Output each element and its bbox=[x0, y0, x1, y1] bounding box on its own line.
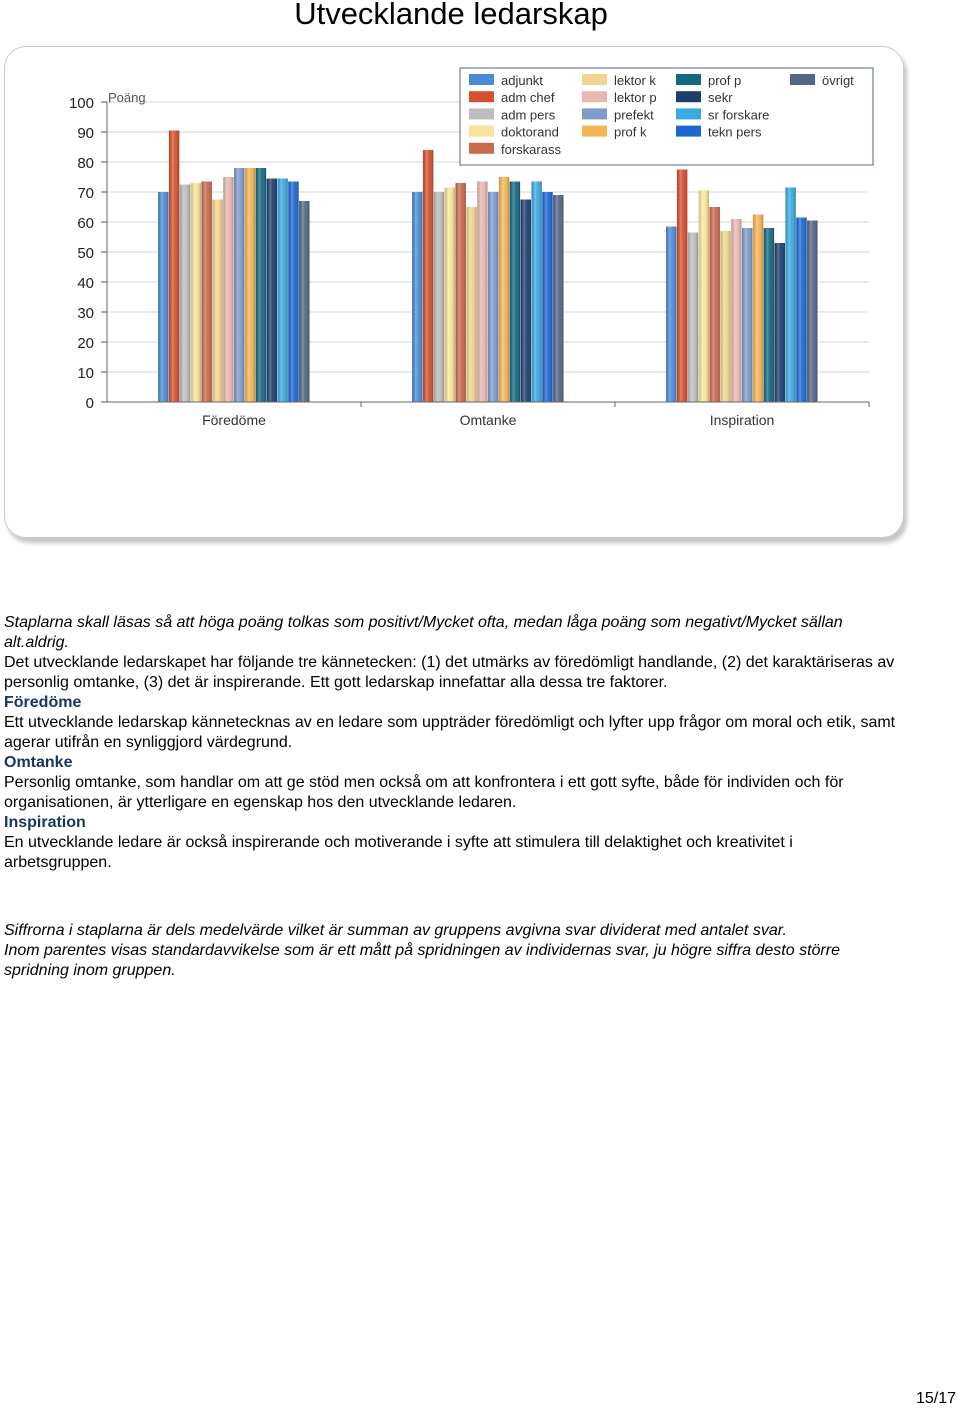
bar-shade bbox=[234, 168, 244, 402]
bar-shade bbox=[521, 200, 531, 403]
reading-instruction: Staplarna skall läsas så att höga poäng tolkas som positivt/Mycket ofta, medan låga poäng som negativt/Mycket sällan alt.aldrig. bbox=[4, 614, 843, 651]
legend-label: sekr bbox=[708, 90, 733, 106]
bar-shade bbox=[807, 221, 817, 403]
bar bbox=[688, 233, 698, 403]
bar bbox=[807, 221, 817, 403]
bar bbox=[256, 168, 266, 402]
legend-label: tekn pers bbox=[708, 124, 762, 140]
bar bbox=[434, 192, 444, 402]
y-tick-label: 50 bbox=[77, 245, 94, 262]
bar-shade bbox=[688, 233, 698, 403]
page-number: 15/17 bbox=[915, 1390, 956, 1407]
bar bbox=[412, 192, 422, 402]
bar bbox=[201, 182, 211, 403]
legend-swatch bbox=[676, 126, 701, 137]
bar bbox=[753, 215, 763, 403]
legend-label: lektor k bbox=[614, 73, 656, 88]
intro-paragraph: Det utvecklande ledarskapet har följande tre kännetecken: (1) det utmärks av föredömligt handlande, (2) det karaktäriseras av personlig omtanke, (3) det är inspirerande. Ett gott ledarskap innefattar alla dessa tre faktorer. bbox=[4, 654, 895, 691]
bar-shade bbox=[753, 215, 763, 403]
legend-swatch bbox=[469, 74, 494, 85]
paragraph-omtanke: Personlig omtanke, som handlar om att ge stöd men också om att konfrontera i ett gott syfte, både för individen och för organisationen, är ytterligare en egenskap hos den utvecklande ledaren. bbox=[4, 774, 844, 811]
footnote-stddev: Inom parentes visas standardavvikelse som är ett mått på spridningen av individernas svar, ju högre siffra desto större spridning inom gruppen. bbox=[4, 942, 840, 979]
legend-label: prof p bbox=[708, 73, 742, 88]
y-tick-label: 40 bbox=[77, 275, 94, 292]
legend-swatch bbox=[469, 91, 494, 102]
y-tick-label: 90 bbox=[77, 125, 94, 142]
paragraph-inspiration: En utvecklande ledare är också inspirerande och motiverande i syfte att stimulera till delaktighet och kreativitet i arbetsgruppen. bbox=[4, 834, 793, 871]
legend-swatch bbox=[582, 74, 607, 85]
bar bbox=[531, 182, 541, 403]
bar bbox=[666, 227, 676, 403]
legend-swatch bbox=[469, 108, 494, 119]
bar-shade bbox=[677, 170, 687, 403]
bar-shade bbox=[477, 182, 487, 403]
bar-shade bbox=[699, 191, 709, 403]
bar bbox=[158, 192, 168, 402]
bar-shade bbox=[299, 201, 309, 402]
footnote-block bbox=[4, 921, 904, 981]
bar bbox=[245, 168, 255, 402]
bar-shade bbox=[191, 183, 201, 402]
bar bbox=[699, 191, 709, 403]
bar-shade bbox=[180, 185, 190, 403]
heading-omtanke: Omtanke bbox=[4, 754, 73, 771]
bar-shade bbox=[245, 168, 255, 402]
bar-shade bbox=[488, 192, 498, 402]
bar-shade bbox=[553, 195, 563, 402]
y-tick-label: 70 bbox=[77, 185, 94, 202]
paragraph-foredome: Ett utvecklande ledarskap kännetecknas av en ledare som uppträder föredömligt och lyfter upp frågor om moral och etik, samt agerar utifrån en synliggjord värdegrund. bbox=[4, 714, 896, 751]
legend-label: adm pers bbox=[501, 107, 556, 123]
footnote-mean: Siffrorna i staplarna är dels medelvärde vilket är summan av gruppens avgivna svar dividerat med antalet svar. bbox=[4, 922, 787, 939]
bar bbox=[542, 192, 552, 402]
bar-shade bbox=[785, 188, 795, 403]
bar bbox=[267, 179, 277, 403]
bar-shade bbox=[455, 183, 465, 402]
legend-swatch bbox=[676, 74, 701, 85]
bar-shade bbox=[796, 218, 806, 403]
y-tick-label: 100 bbox=[68, 95, 94, 112]
bar bbox=[223, 177, 233, 402]
y-axis-label: Poäng bbox=[108, 90, 146, 105]
heading-inspiration: Inspiration bbox=[4, 814, 86, 831]
bar bbox=[234, 168, 244, 402]
bar-shade bbox=[212, 200, 222, 403]
bar-shade bbox=[466, 207, 476, 402]
bar-shade bbox=[201, 182, 211, 403]
bar-shade bbox=[267, 179, 277, 403]
legend-label: adjunkt bbox=[501, 73, 543, 88]
legend-label: doktorand bbox=[501, 124, 559, 140]
bar-chart bbox=[0, 0, 960, 560]
y-tick-label: 60 bbox=[77, 215, 94, 232]
legend-swatch bbox=[469, 143, 494, 154]
bar bbox=[455, 183, 465, 402]
legend-swatch bbox=[676, 108, 701, 119]
y-tick-label: 10 bbox=[77, 365, 94, 382]
bar-shade bbox=[731, 219, 741, 402]
bar bbox=[785, 188, 795, 403]
bar-shade bbox=[158, 192, 168, 402]
bar bbox=[477, 182, 487, 403]
legend-label: prefekt bbox=[614, 107, 654, 123]
heading-foredome: Föredöme bbox=[4, 694, 82, 711]
bar-shade bbox=[499, 177, 509, 402]
bar-shade bbox=[666, 227, 676, 403]
page-title: Utvecklande ledarskap bbox=[294, 0, 608, 31]
bar-shade bbox=[223, 177, 233, 402]
bar-shade bbox=[277, 179, 287, 403]
y-tick-label: 20 bbox=[77, 335, 94, 352]
bar-shade bbox=[764, 228, 774, 402]
bar bbox=[553, 195, 563, 402]
bar-shade bbox=[445, 188, 455, 403]
x-tick-label: Inspiration bbox=[709, 412, 775, 428]
bar bbox=[709, 207, 719, 402]
bar bbox=[720, 231, 730, 402]
bar bbox=[191, 183, 201, 402]
bar-shade bbox=[775, 243, 785, 402]
bar bbox=[488, 192, 498, 402]
bar-shade bbox=[434, 192, 444, 402]
legend-swatch bbox=[469, 126, 494, 137]
bar bbox=[742, 228, 752, 402]
bar bbox=[466, 207, 476, 402]
bar bbox=[169, 131, 179, 403]
bar bbox=[423, 150, 433, 402]
legend-label: övrigt bbox=[822, 73, 854, 88]
x-tick-label: Omtanke bbox=[459, 412, 517, 428]
legend-label: adm chef bbox=[501, 90, 555, 106]
legend-label: sr forskare bbox=[708, 107, 770, 123]
bar-shade bbox=[256, 168, 266, 402]
bar bbox=[180, 185, 190, 403]
y-tick-label: 80 bbox=[77, 155, 94, 172]
bar-shade bbox=[542, 192, 552, 402]
bar-shade bbox=[423, 150, 433, 402]
bar bbox=[521, 200, 531, 403]
bar bbox=[499, 177, 509, 402]
legend-swatch bbox=[676, 91, 701, 102]
bar bbox=[212, 200, 222, 403]
y-tick-label: 0 bbox=[85, 395, 94, 412]
bar-shade bbox=[531, 182, 541, 403]
legend-label: lektor p bbox=[614, 90, 657, 106]
x-tick-label: Föredöme bbox=[202, 412, 266, 428]
bar-shade bbox=[510, 182, 520, 403]
bar bbox=[775, 243, 785, 402]
legend-label: prof k bbox=[614, 124, 647, 140]
y-tick-label: 30 bbox=[77, 305, 94, 322]
legend-swatch bbox=[582, 126, 607, 137]
bar bbox=[764, 228, 774, 402]
bar-shade bbox=[709, 207, 719, 402]
bar bbox=[445, 188, 455, 403]
bar-shade bbox=[412, 192, 422, 402]
bar bbox=[796, 218, 806, 403]
legend-swatch bbox=[790, 74, 815, 85]
legend-swatch bbox=[582, 108, 607, 119]
bar bbox=[299, 201, 309, 402]
bar-shade bbox=[169, 131, 179, 403]
bar bbox=[277, 179, 287, 403]
bar-shade bbox=[742, 228, 752, 402]
bar bbox=[677, 170, 687, 403]
bar-shade bbox=[288, 182, 298, 403]
bar bbox=[288, 182, 298, 403]
legend-swatch bbox=[582, 91, 607, 102]
bar bbox=[731, 219, 741, 402]
bar-shade bbox=[720, 231, 730, 402]
description-block bbox=[4, 613, 904, 873]
bar bbox=[510, 182, 520, 403]
legend-label: forskarass bbox=[501, 141, 561, 157]
